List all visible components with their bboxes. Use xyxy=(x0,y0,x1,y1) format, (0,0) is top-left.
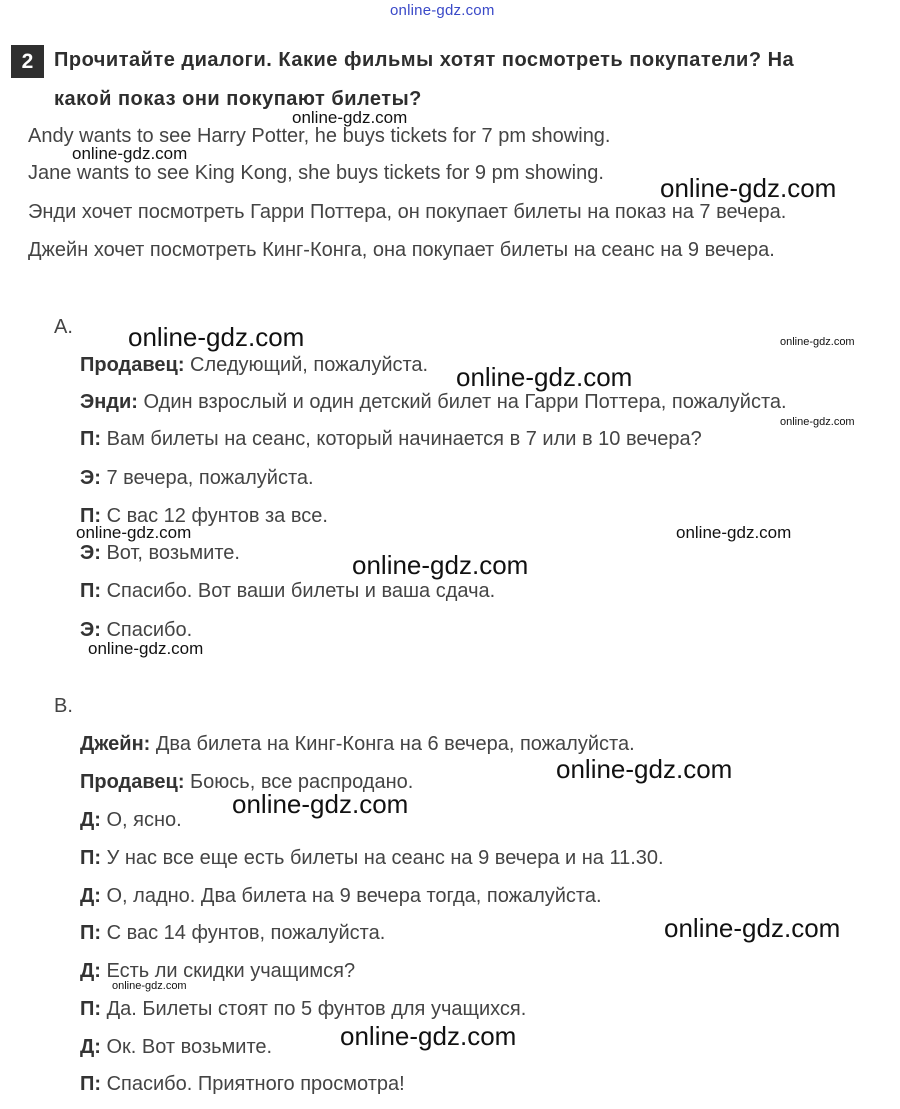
watermark: online-gdz.com xyxy=(76,523,192,542)
watermark: online-gdz.com xyxy=(128,322,305,352)
answer-line: Джейн хочет посмотреть Кинг-Конга, она покупает билеты на сеанс на 9 вечера. xyxy=(28,239,775,261)
utterance: Боюсь, все распродано. xyxy=(184,771,414,793)
dialogue-line xyxy=(80,922,385,945)
utterance: О, ладно. Два билета на 9 вечера тогда, пожалуйста. xyxy=(100,885,602,907)
utterance: Два билета на Кинг-Конга на 6 вечера, пожалуйста. xyxy=(150,733,635,755)
speaker: П: xyxy=(80,998,102,1020)
task-instruction-line-2: какой показ они покупают билеты? xyxy=(54,88,422,110)
watermark: online-gdz.com xyxy=(780,416,855,428)
speaker: Продавец: xyxy=(80,771,185,793)
dialogue-line xyxy=(80,998,526,1021)
speaker: Э: xyxy=(80,467,101,489)
speaker: Энди: xyxy=(80,391,138,413)
dialogue-line xyxy=(80,391,787,414)
dialogue-line xyxy=(80,809,182,832)
speaker: П: xyxy=(80,428,102,450)
dialogue-line xyxy=(80,847,664,870)
speaker: Д: xyxy=(80,885,101,907)
utterance: О, ясно. xyxy=(100,809,182,831)
speaker: Э: xyxy=(80,542,101,564)
dialogue-line xyxy=(80,580,495,603)
utterance: Да. Билеты стоят по 5 фунтов для учащихся. xyxy=(101,998,527,1020)
dialogue-line xyxy=(80,885,602,908)
speaker: П: xyxy=(80,505,102,527)
watermark: online-gdz.com xyxy=(112,980,187,992)
task-number-badge: 2 xyxy=(11,45,44,78)
dialogue-line xyxy=(80,428,702,451)
watermark: online-gdz.com xyxy=(88,639,204,658)
watermark: online-gdz.com xyxy=(340,1021,517,1051)
speaker: П: xyxy=(80,580,102,602)
watermark: online-gdz.com xyxy=(780,336,855,348)
utterance: Есть ли скидки учащимся? xyxy=(100,960,356,982)
utterance: Спасибо. Вот ваши билеты и ваша сдача. xyxy=(101,580,496,602)
utterance: Следующий, пожалуйста. xyxy=(184,354,429,376)
speaker: П: xyxy=(80,847,102,869)
utterance: 7 вечера, пожалуйста. xyxy=(100,467,314,489)
watermark: online-gdz.com xyxy=(660,173,837,203)
watermark: online-gdz.com xyxy=(352,550,529,580)
utterance: С вас 14 фунтов, пожалуйста. xyxy=(101,922,386,944)
speaker: Джейн: xyxy=(80,733,151,755)
answer-line: Andy wants to see Harry Potter, he buys tickets for 7 pm showing. xyxy=(28,125,611,147)
watermark: online-gdz.com xyxy=(292,108,408,127)
speaker: Э: xyxy=(80,619,101,641)
utterance: Спасибо. xyxy=(100,619,193,641)
dialogue-line xyxy=(80,733,635,756)
watermark: online-gdz.com xyxy=(72,144,188,163)
watermark: online-gdz.com xyxy=(664,913,841,943)
utterance: У нас все еще есть билеты на сеанс на 9 вечера и на 11.30. xyxy=(101,847,664,869)
utterance: Спасибо. Приятного просмотра! xyxy=(101,1073,405,1095)
utterance: С вас 12 фунтов за все. xyxy=(101,505,328,527)
dialogue-line xyxy=(80,354,428,377)
watermark: online-gdz.com xyxy=(456,362,633,392)
utterance: Вам билеты на сеанс, который начинается в 7 или в 10 вечера? xyxy=(101,428,702,450)
answer-line: Jane wants to see King Kong, she buys tickets for 9 pm showing. xyxy=(28,162,604,184)
utterance: Один взрослый и один детский билет на Гарри Поттера, пожалуйста. xyxy=(137,391,787,413)
speaker: Д: xyxy=(80,809,101,831)
speaker: Продавец: xyxy=(80,354,185,376)
utterance: Ок. Вот возьмите. xyxy=(100,1036,273,1058)
speaker: Д: xyxy=(80,1036,101,1058)
speaker: Д: xyxy=(80,960,101,982)
speaker: П: xyxy=(80,922,102,944)
dialogue-line xyxy=(80,1036,272,1059)
speaker: П: xyxy=(80,1073,102,1095)
watermark: online-gdz.com xyxy=(232,789,409,819)
dialogue-b-label: B. xyxy=(54,695,73,717)
watermark: online-gdz.com xyxy=(676,523,792,542)
watermark: online-gdz.com xyxy=(556,754,733,784)
answer-line: Энди хочет посмотреть Гарри Поттера, он покупает билеты на показ на 7 вечера. xyxy=(28,201,787,223)
utterance: Вот, возьмите. xyxy=(100,542,240,564)
top-watermark: online-gdz.com xyxy=(390,2,495,19)
dialogue-line xyxy=(80,542,240,565)
dialogue-line xyxy=(80,1073,405,1096)
dialogue-a-label: A. xyxy=(54,316,73,338)
dialogue-line xyxy=(80,467,314,490)
task-instruction-line-1: Прочитайте диалоги. Какие фильмы хотят посмотреть покупатели? На xyxy=(54,49,795,71)
